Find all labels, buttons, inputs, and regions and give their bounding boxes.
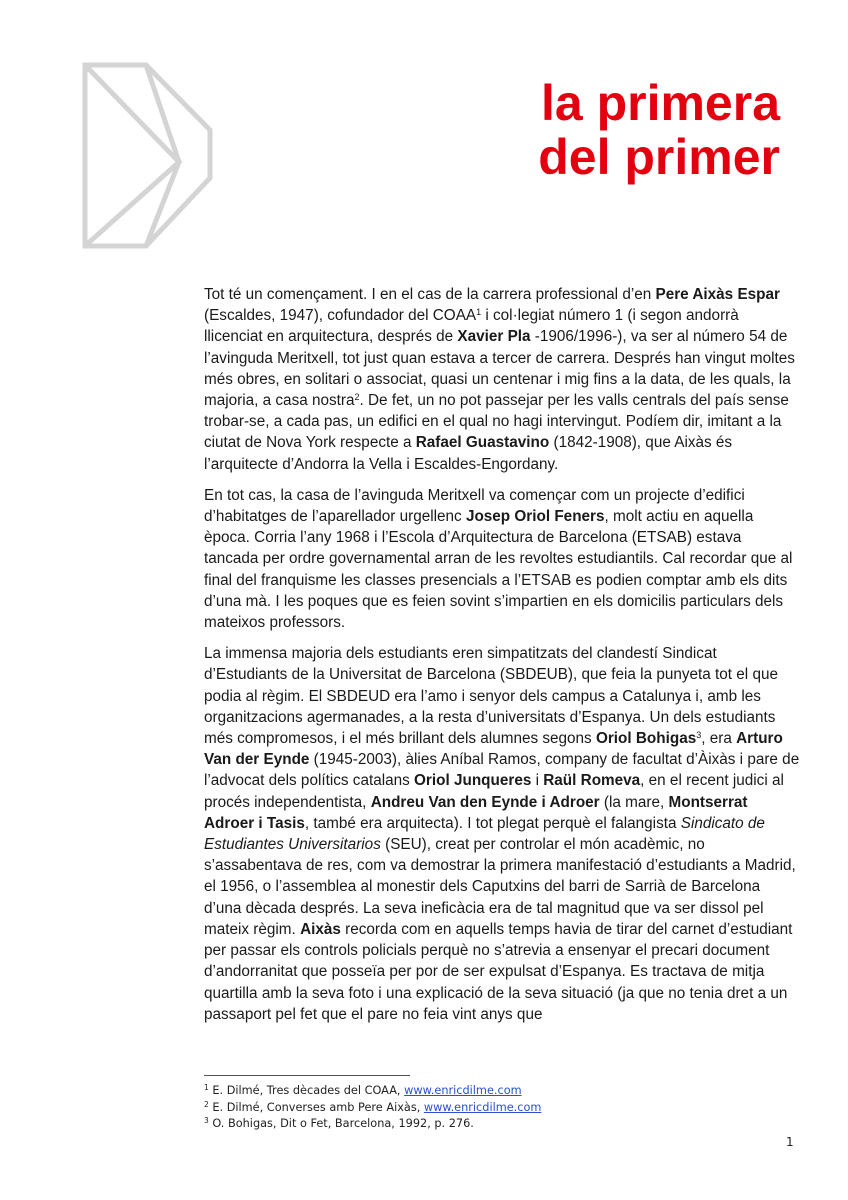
page-number: 1 — [786, 1135, 794, 1149]
footnote-link[interactable]: www.enricdilme.com — [423, 1100, 542, 1114]
footnote: $^3$ O. Bohigas, Dit o Fet, Barcelona, 1992, p. 276. — [204, 1116, 474, 1130]
logo-icon — [82, 60, 214, 250]
paragraph: En tot cas, la casa de l’avinguda Meritxell va començar com un projecte d’edifici d’habitatges de l’aparellador urgellenc Josep Oriol Feners, molt actiu en aquella època. Corria l’any 1968 i l’Escola d’Arquitectura de Barcelona (ETSAB) estava tancada per ordre governamental arran de les revoltes estudiantils. Cal recordar que al final del franquisme les classes presencials a l’ETSAB es podien comptar amb els dits d’una mà. I les poques que es feien sovint s’impartien en els domicilis particulars dels mateixos professors. — [204, 486, 793, 632]
footnote-ref: 1 — [476, 307, 482, 318]
title-line-2: del primer — [538, 129, 780, 185]
footnote-link[interactable]: www.enricdilme.com — [404, 1084, 522, 1097]
page-title — [460, 76, 780, 184]
footnotes — [204, 1083, 541, 1133]
footnote-ref: 2 — [354, 392, 360, 403]
paragraph: Tot té un començament. I en el cas de la carrera professional d’en Pere Aixàs Espar (Escaldes, 1947), cofundador del COAA$^1$ i col·legiat número 1 (i segon andorrà llicenciat en arquitectura, després de Xavier Pla -1906/1996-), va ser al número 54 de l’avinguda Meritxell, tot just quan estava a tercer de carrera. Després han vingut moltes més obres, en solitari o associat, quasi un centenar i mig fins a la data, de les quals, la majoria, a casa nostra$^2$. De fet, un no pot passejar per les valls centrals del país sense trobar-se, a cada pas, un edifici en el qual no hagi intervingut. Podíem dir, imitant a la ciutat de Nova York respecte a Rafael Guastavino (1842-1908), que Aixàs és l’arquitecte d’Andorra la Vella i Escaldes-Engordany. — [204, 286, 795, 473]
footnote-ref: 3 — [696, 730, 702, 741]
footnote-divider — [204, 1075, 410, 1076]
title-line-1: la primera — [540, 75, 780, 131]
footnote: $^1$ E. Dilmé, Tres dècades del COAA, www.enricdilme.com — [204, 1083, 522, 1097]
paragraph: La immensa majoria dels estudiants eren simpatitzats del clandestí Sindicat d’Estudiants de la Universitat de Barcelona (SBDEUB), que feia la punyeta tot el que podia al règim. El SBDEUD era l’amo i senyor dels campus a Catalunya i, amb les organitzacions agermanades, a la resta d’universitats d’Espanya. Un dels estudiants més compromesos, i el més brillant dels alumnes segons Oriol Bohigas$^3$, era Arturo Van der Eynde (1945-2003), àlies Aníbal Ramos, company de facultat d’Àixàs i pare de l’advocat dels polítics catalans Oriol Junqueres i Raül Romeva, en el recent judici al procés independentista, Andreu Van den Eynde i Adroer (la mare, Montserrat Adroer i Tasis, també era arquitecta). I tot plegat perquè el falangista Sindicato de Estudiantes Universitarios (SEU), creat per controlar el món acadèmic, no s’assabentava de res, com va demostrar la primera manifestació d’estudiants a Madrid, el 1956, o l’assemblea al monestir dels Caputxins del barri de Sarrià de Barcelona d’una dècada després. La seva ineficàcia era de tal magnitud que va ser dissol pel mateix règim. Aixàs recorda com en aquells temps havia de tirar del carnet d’estudiant per passar els controls policials perquè no s’atrevia a ensenyar el precari document d’andorranitat que posseïa per por de ser expulsat d’Espanya. Es tractava de mitja quartilla amb la seva foto i una explicació de la seva situació (ja que no tenia dret a un passaport pel fet que el pare no feia vint anys que — [204, 645, 800, 1023]
article-body — [204, 284, 800, 1025]
footnote: $^2$ E. Dilmé, Converses amb Pere Aixàs, www.enricdilme.com — [204, 1099, 542, 1114]
